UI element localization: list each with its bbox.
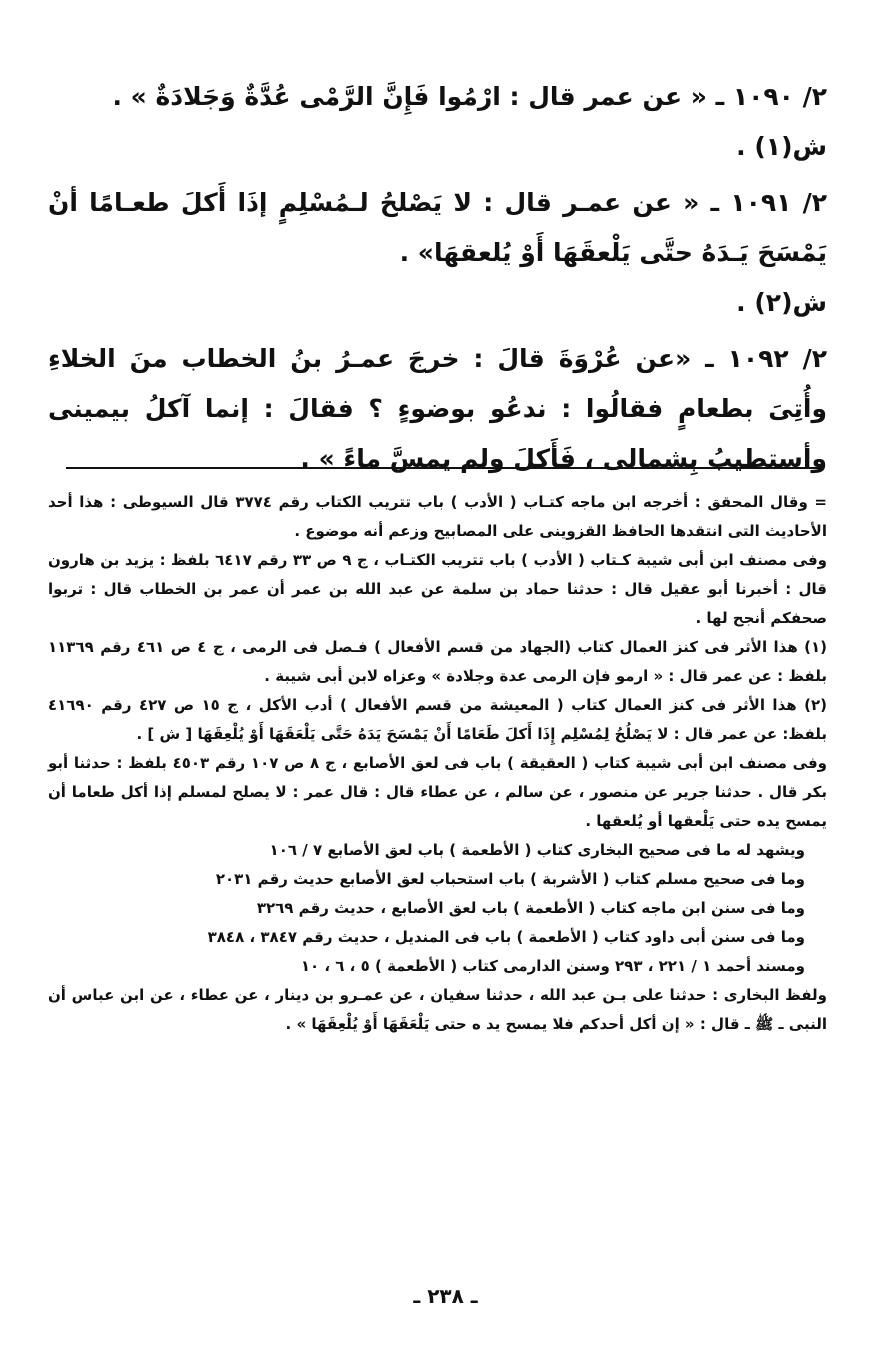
footnote-paragraph: وفى مصنف ابن أبى شيبة كـتاب ( الأدب ) باب تتريب الكتـاب ، ج ٩ ص ٣٣ رقم ٦٤١٧ بلفظ : يزيد بن هارون قال : أخبرنا أبو عقيل قال : حدثنا حماد بن سلمة عن عبد الله بن عمر أن عمر بن الخطاب قال : تربوا صحفكم أنجح لها .	[48, 551, 827, 627]
footnote-1: (١) هذا الأثر فى كنز العمال كتاب (الجهاد من قسم الأفعال ) فـصل فى الرمى ، ج ٤ ص ٤٦١ رقم ١١٣٦٩ بلفظ : عن عمر قال : « ارمو فإن الرمى عدة وجلادة » وعزاه لابن أبى شيبة .	[48, 638, 828, 685]
hadith-1090: ٢/ ١٠٩٠ ـ « عن عمر قال : ارْمُوا فَإِنَّ الرَّمْى عُدَّةٌ وَجَلادَةٌ » .	[112, 82, 827, 111]
footnote-separator	[66, 467, 824, 469]
footnote-2: (٢) هذا الأثر فى كنز العمال كتاب ( المعيشة من قسم الأفعال ) أدب الأكل ، ج ١٥ ص ٤٢٧ رقم ٤١٦٩٠ بلفظ: عن عمر قال : لا يَصْلُحُ لِمُسْلِم إِذَا أَكلَ طَعَامًا أَنْ يَمْسَحَ يَدَهُ حَتَّى يَلْعَقَهَا أَوْ يُلْعِقَهَا [ ش ] .	[48, 696, 827, 743]
main-text	[48, 72, 827, 484]
source-marker-2: ش(٢) .	[736, 288, 827, 317]
footnote-line: وما فى سنن ابن ماجه كتاب ( الأطعمة ) باب لعق الأصابع ، حديث رقم ٣٢٦٩	[256, 899, 805, 917]
hadith-1091: ٢/ ١٠٩١ ـ « عن عمـر قال : لا يَصْلحُ لـمُسْلِمٍ إذَا أَكلَ طعـامًا أنْ يَمْسَحَ يَـدَهُ حتَّى يَلْعقَهَا أَوْ يُلعقهَا» .	[48, 188, 827, 267]
footnote-paragraph: ولفظ البخارى : حدثنا على بـن عبد الله ، حدثنا سفيان ، عن عمـرو بن دينار ، عن عطاء ، عن ابن عباس أن النبى ـ ﷺ ـ قال : « إن أكل أحدكم فلا يمسح يد ه حتى يَلْعَقَهَا أَوْ يُلْعِقَهَا » .	[48, 986, 827, 1033]
footnotes	[48, 488, 827, 1039]
footnote-line: وما فى صحيح مسلم كتاب ( الأشربة ) باب استحباب لعق الأصابع حديث رقم ٢٠٣١	[215, 870, 805, 888]
footnote-line: ومسند أحمد ١ / ٢٢١ ، ٢٩٣ وسنن الدارمى كتاب ( الأطعمة ) ٥ ، ٦ ، ١٠	[300, 957, 805, 975]
footnote-paragraph: وفى مصنف ابن أبى شيبة كتاب ( العقيقة ) باب فى لعق الأصابع ، ج ٨ ص ١٠٧ رقم ٤٥٠٣ بلفظ : حدثنا أبو بكر قال . حدثنا جرير عن منصور ، عن سالم ، عن عطاء قال : قال عمر : لا يصلح لمسلم إذا أكل طعاما أن يمسح يده حتى يَلْعقها أو يُلعقها .	[48, 754, 828, 830]
footnote-line: وما فى سنن أبى داود كتاب ( الأطعمة ) باب فى المنديل ، حديث رقم ٣٨٤٧ ، ٣٨٤٨	[207, 928, 805, 946]
footnote-continuation: = وقال المحقق : أخرجه ابن ماجه كتـاب ( الأدب ) باب تتريب الكتاب رقم ٣٧٧٤ قال السيوطى : هذا أحد الأحاديث التى انتقدها الحافظ القزوينى على المصابيح وزعم أنه موضوع .	[48, 493, 827, 540]
footnote-line: ويشهد له ما فى صحيح البخارى كتاب ( الأطعمة ) باب لعق الأصابع ٧ / ١٠٦	[269, 841, 805, 859]
hadith-1092: ٢/ ١٠٩٢ ـ «عن عُرْوَةَ قالَ : خرجَ عمـرُ بنُ الخطاب منَ الخلاءِ وأُتِىَ بطعامٍ فقالُوا : ندعُو بوضوءٍ ؟ فقالَ : إنما آكلُ بيمينى وأستطيبُ بِشمالى ، فَأَكلَ ولم يمسَّ ماءً » .	[48, 344, 827, 473]
source-marker-1: ش(١) .	[736, 132, 827, 161]
page-number: ـ ٢٣٨ ـ	[413, 1284, 478, 1308]
